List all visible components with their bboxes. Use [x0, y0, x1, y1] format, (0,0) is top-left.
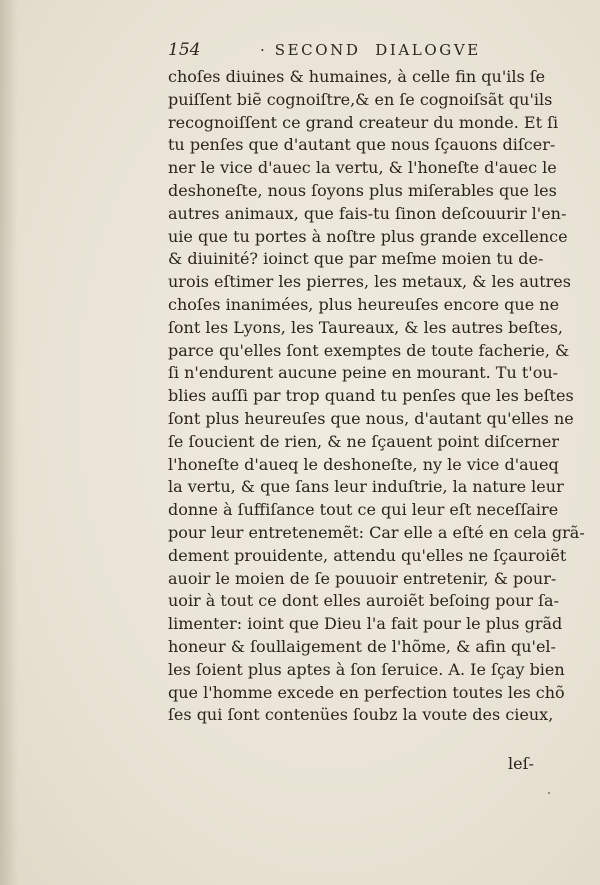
text-line: tu penſes que d'autant que nous ſçauons diſcer- [168, 135, 556, 155]
text-line: ſes qui ſont contenües ſoubz la voute des cieux, [168, 705, 554, 725]
text-line: ner le vice d'auec la vertu, & l'honeſte d'auec le [168, 158, 557, 178]
text-line: & diuinité? ioinct que par meſme moien tu de- [168, 249, 544, 269]
text-line: recognoiſſent ce grand createur du monde. Et ſi [168, 112, 559, 132]
catchword: leſ- [508, 754, 534, 773]
text-line: autres animaux, que fais-tu ſinon deſcouurir l'en- [168, 203, 567, 223]
text-line: choſes diuines & humaines, à celle fin qu'ils ſe [168, 67, 546, 86]
text-line: la vertu, & que ſans leur induſtrie, la nature leur [168, 477, 564, 497]
text-line: l'honeſte d'aueq le deshoneſte, ny le vice d'aueq [168, 454, 559, 474]
text-line: parce qu'elles ſont exemptes de toute facherie, & [168, 340, 570, 360]
text-line: uoir à tout ce dont elles auroiẽt beſoing pour ſa- [168, 591, 559, 611]
page-number: 154 [168, 40, 201, 60]
text-line: donne à ſuffiſance tout ce qui leur eſt neceſſaire [168, 500, 559, 520]
text-line: que l'homme excede en perfection toutes les chõ [168, 682, 565, 702]
text-line: les ſoient plus aptes à ſon ſeruice. A. Ie ſçay bien [168, 659, 565, 679]
body-text [168, 66, 585, 727]
text-line: deshoneſte, nous ſoyons plus miſerables que les [168, 180, 557, 200]
text-line: dement prouidente, attendu qu'elles ne ſçauroiẽt [168, 545, 567, 565]
text-line: ſont plus heureuſes que nous, d'autant qu'elles ne [168, 408, 574, 428]
text-line: ſe ſoucient de rien, & ne ſçauent point diſcerner [168, 431, 560, 451]
text-line: pour leur entretenemẽt: Car elle a eſté en cela grã- [168, 522, 585, 542]
gutter-shadow [0, 0, 18, 885]
text-line: choſes inanimées, plus heureuſes encore que ne [168, 294, 560, 314]
text-line: limenter: ioint que Dieu l'a fait pour le plus grãd [168, 614, 563, 634]
paper-speck [546, 790, 552, 796]
text-line: ſi n'endurent aucune peine en mourant. Tu t'ou- [168, 363, 559, 383]
text-line: ſont les Lyons, les Taureaux, & les autres beſtes, [168, 317, 563, 337]
text-line: puiſſent biẽ cognoiſtre,& en ſe cognoiſsãt qu'ils [168, 89, 553, 109]
text-line: auoir le moien de ſe pouuoir entretenir, & pour- [168, 568, 557, 588]
text-line: uie que tu portes à noſtre plus grande excellence [168, 226, 568, 246]
running-head: · SECOND DIALOGVE [260, 41, 481, 59]
text-line: urois eſtimer les pierres, les metaux, & les autres [168, 272, 571, 292]
text-line: honeur & ſoullaigement de l'hõme, & afin qu'el- [168, 636, 556, 656]
page-header [168, 40, 518, 64]
text-line: blies auſſi par trop quand tu penſes que les beſtes [168, 386, 574, 406]
